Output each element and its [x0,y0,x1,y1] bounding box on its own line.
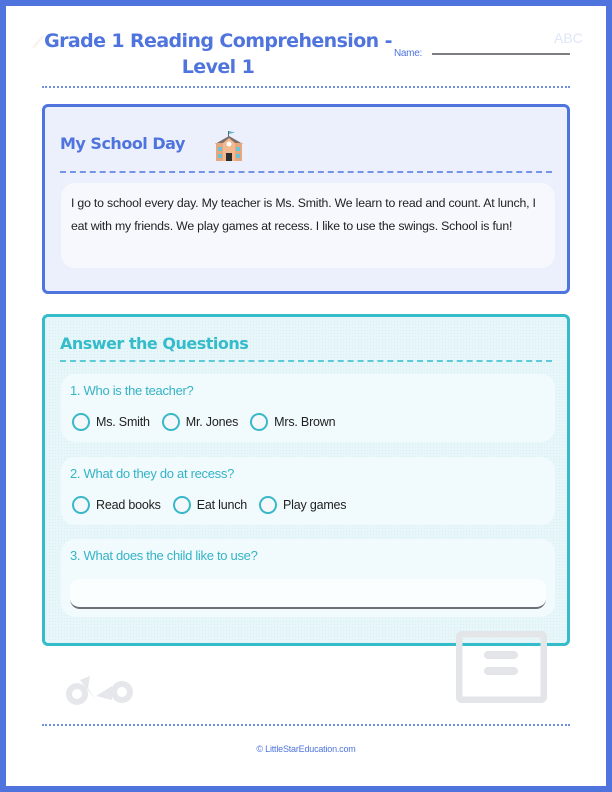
question-3-text: 3. What does the child like to use? [70,548,258,563]
document-icon [456,631,547,703]
radio-button[interactable] [162,413,180,431]
page-title [40,28,396,80]
option-label: Eat lunch [196,498,248,512]
question-2 [61,457,555,525]
name-label: Name: [394,48,422,59]
option-ms-smith[interactable] [72,413,150,431]
story-title: My School Day [60,134,185,153]
option-mrs-brown[interactable] [250,413,335,431]
story-card [42,104,570,294]
abc-icon: ABC [554,30,583,46]
question-2-options [72,496,358,514]
header-divider [42,86,570,88]
questions-divider [60,360,552,362]
school-icon [212,129,246,163]
option-mr-jones[interactable] [162,413,238,431]
scissors-icon [62,672,138,706]
option-label: Mr. Jones [185,415,239,429]
radio-button[interactable] [259,496,277,514]
question-1-text: 1. Who is the teacher? [70,383,194,398]
name-field[interactable] [432,53,570,55]
option-label: Ms. Smith [96,415,150,429]
question-2-text: 2. What do they do at recess? [70,466,235,481]
footer-copyright: © LittleStarEducation.com [256,744,356,754]
option-label: Mrs. Brown [274,415,336,429]
story-passage: I go to school every day. My teacher is Ms. Smith. We learn to read and count. At lunch, I eat with my friends. We play games at recess. I like to use the swings. School is fun! [61,183,555,268]
option-play-games[interactable] [259,496,346,514]
questions-card [42,314,570,646]
answer-input[interactable] [70,579,546,609]
option-label: Play games [283,498,347,512]
radio-button[interactable] [250,413,268,431]
question-3 [61,539,555,617]
option-label: Read books [96,498,161,512]
radio-button[interactable] [72,496,90,514]
radio-button[interactable] [72,413,90,431]
footer-divider [42,724,570,726]
question-1-options [72,413,347,431]
questions-title: Answer the Questions [60,334,249,353]
title-line-1: Grade 1 Reading Comprehension - [44,30,392,52]
story-divider [60,171,552,173]
option-eat-lunch[interactable] [173,496,247,514]
option-read-books[interactable] [72,496,161,514]
radio-button[interactable] [173,496,191,514]
question-1 [61,374,555,442]
title-line-2: Level 1 [181,56,255,78]
